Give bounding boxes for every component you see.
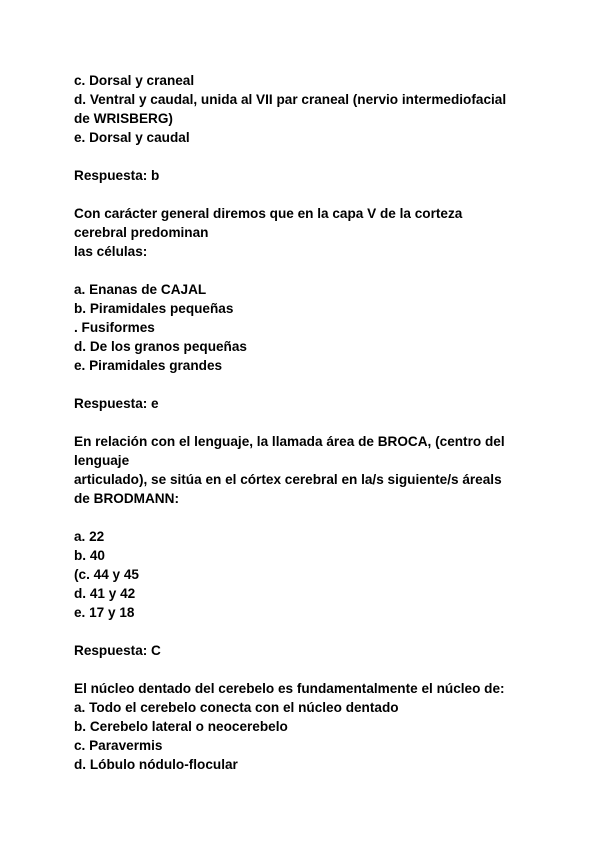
option-c: c. Dorsal y craneal: [74, 73, 195, 88]
question-4: [74, 679, 544, 774]
question-3-stem-line-4: de BRODMANN:: [74, 491, 179, 506]
question-2-stem-line-2: cerebral predominan: [74, 225, 209, 240]
spacer: [74, 622, 544, 641]
question-3-option-e: e. 17 y 18: [74, 605, 135, 620]
question-2-stem-line-1: Con carácter general diremos que en la capa V de la corteza: [74, 206, 463, 221]
question-4-option-d: d. Lóbulo nódulo-flocular: [74, 757, 238, 772]
answer-2: Respuesta: e: [74, 396, 159, 411]
question-2-option-e: e. Piramidales grandes: [74, 358, 223, 373]
question-3: [74, 432, 544, 622]
question-4-option-a: a. Todo el cerebelo conecta con el núcleo dentado: [74, 700, 399, 715]
question-3-option-b: b. 40: [74, 548, 105, 563]
spacer: [74, 185, 544, 204]
question-2-stem-line-3: las células:: [74, 244, 148, 259]
question-2-option-b: b. Piramidales pequeñas: [74, 301, 234, 316]
question-2: [74, 204, 544, 375]
question-3-stem-line-2: lenguaje: [74, 453, 130, 468]
question-3-option-d: d. 41 y 42: [74, 586, 136, 601]
answer-3: Respuesta: C: [74, 643, 161, 658]
question-3-stem-line-1: En relación con el lenguaje, la llamada área de BROCA, (centro del: [74, 434, 505, 449]
spacer: [74, 660, 544, 679]
question-2-option-d: d. De los granos pequeñas: [74, 339, 247, 354]
spacer: [74, 261, 544, 280]
question-2-option-a: a. Enanas de CAJAL: [74, 282, 207, 297]
option-d-continued: de WRISBERG): [74, 111, 173, 126]
question-3-stem-line-3: articulado), se sitúa en el córtex cerebral en la/s siguiente/s áreals: [74, 472, 502, 487]
spacer: [74, 508, 544, 527]
question-4-option-c: c. Paravermis: [74, 738, 163, 753]
question-4-option-b: b. Cerebelo lateral o neocerebelo: [74, 719, 288, 734]
question-3-option-a: a. 22: [74, 529, 105, 544]
question-4-stem-line-1: El núcleo dentado del cerebelo es fundamentalmente el núcleo de:: [74, 681, 505, 696]
spacer: [74, 375, 544, 394]
question-1-remaining-options: [74, 71, 544, 147]
document-page: [74, 71, 544, 774]
answer-1: Respuesta: b: [74, 168, 160, 183]
spacer: [74, 147, 544, 166]
option-e: e. Dorsal y caudal: [74, 130, 190, 145]
option-d: d. Ventral y caudal, unida al VII par craneal (nervio intermediofacial: [74, 92, 507, 107]
question-2-option-c: . Fusiformes: [74, 320, 155, 335]
question-3-option-c: (c. 44 y 45: [74, 567, 139, 582]
spacer: [74, 413, 544, 432]
